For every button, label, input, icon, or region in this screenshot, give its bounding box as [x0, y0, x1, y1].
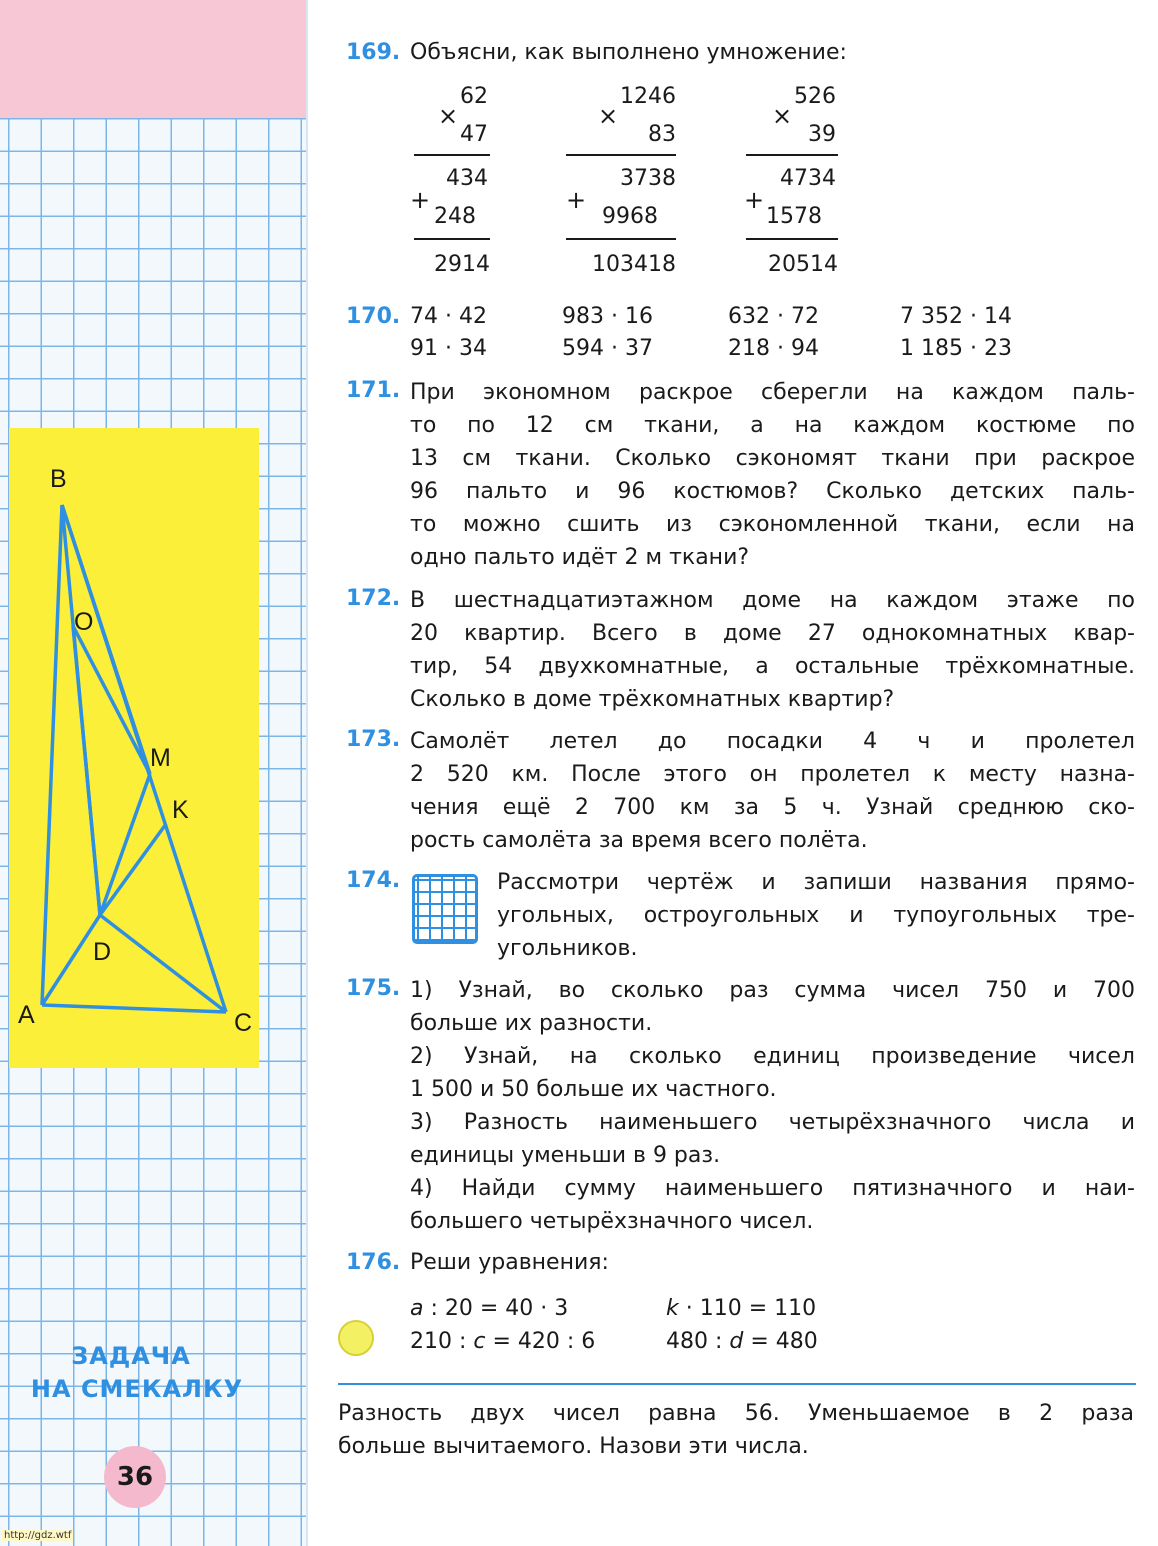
- equation-rest: · 110 = 110: [678, 1296, 817, 1321]
- label-A: A: [18, 1001, 35, 1029]
- smekalka-task-line: Разность двух чисел равна 56. Уменьшаемое в 2 раза: [338, 1401, 1134, 1426]
- underline: [746, 238, 838, 240]
- plus-sign: +: [744, 186, 765, 214]
- exercise-173-line: рость самолёта за время всего полёта.: [410, 828, 868, 853]
- exercise-175-line: 1 500 и 50 больше их частного.: [410, 1077, 777, 1102]
- label-C: C: [234, 1009, 253, 1037]
- sidebar-border: [306, 0, 308, 1546]
- exercise-176-text: Реши уравнения:: [410, 1250, 609, 1275]
- product: 2914: [434, 252, 490, 277]
- equation: [410, 1296, 568, 1321]
- segment-BA: [42, 505, 62, 1005]
- expression: 632 · 72: [728, 304, 819, 329]
- expression: 218 · 94: [728, 336, 819, 361]
- equation: [666, 1329, 818, 1354]
- exercise-169-text: Объясни, как выполнено умножение:: [410, 40, 847, 65]
- product: 103418: [592, 252, 676, 277]
- partial-product: 3738: [620, 166, 676, 191]
- equation-rest: = 480: [743, 1329, 818, 1354]
- exercise-172-line: В шестнадцатиэтажном доме на каждом этаже по: [410, 588, 1135, 613]
- exercise-173-line: чения ещё 2 700 км за 5 ч. Узнай среднюю ско-: [410, 795, 1135, 820]
- segment-AD: [42, 915, 100, 1005]
- triangle-figure: [0, 0, 306, 1100]
- exercise-175-line: единицы уменьши в 9 раз.: [410, 1143, 721, 1168]
- segment-KD: [100, 824, 166, 915]
- exercise-174-line: Рассмотри чертёж и запиши названия прямо-: [497, 870, 1135, 895]
- exercise-169-number: 169.: [346, 40, 401, 65]
- times-sign: ×: [598, 102, 619, 130]
- exercise-171-line: 13 см ткани. Сколько сэкономят ткани при раскрое: [410, 446, 1135, 471]
- factor: 83: [648, 122, 676, 147]
- equation-rest: : 20 = 40 · 3: [423, 1296, 569, 1321]
- factor: 39: [808, 122, 836, 147]
- exercise-171-number: 171.: [346, 378, 401, 403]
- source-url: http://gdz.wtf: [4, 1530, 72, 1541]
- exercise-172-line: 20 квартир. Всего в доме 27 однокомнатных квар-: [410, 621, 1135, 646]
- partial-product: 248: [434, 204, 476, 229]
- exercise-175-line: 2) Узнай, на сколько единиц произведение чисел: [410, 1044, 1135, 1069]
- label-B: B: [50, 465, 67, 493]
- exercise-175-line: большего четырёхзначного чисел.: [410, 1209, 814, 1234]
- exercise-173-number: 173.: [346, 727, 401, 752]
- smekalka-title-line2: НА СМЕКАЛКУ: [30, 1375, 244, 1403]
- exercise-171-line: 96 пальто и 96 костюмов? Сколько детских паль-: [410, 479, 1135, 504]
- partial-product: 9968: [602, 204, 658, 229]
- exercise-171-line: одно пальто идёт 2 м ткани?: [410, 545, 750, 570]
- exercise-175-line: 4) Найди сумму наименьшего пятизначного и наи-: [410, 1176, 1135, 1201]
- smekalka-title-line1: ЗАДАЧА: [71, 1342, 191, 1370]
- exercise-174-number: 174.: [346, 868, 401, 893]
- exercise-174-line: угольных, остроугольных и тупоугольных тре-: [497, 903, 1135, 928]
- exercise-171-line: При экономном раскрое сберегли на каждом паль-: [410, 380, 1135, 405]
- exercise-173-line: Самолёт летел до посадки 4 ч и пролетел: [410, 729, 1135, 754]
- exercise-175-line: 3) Разность наименьшего четырёхзначного числа и: [410, 1110, 1135, 1135]
- partial-product: 1578: [766, 204, 822, 229]
- label-K: K: [172, 796, 189, 824]
- variable: d: [729, 1329, 744, 1354]
- expression: 594 · 37: [562, 336, 653, 361]
- equation: [666, 1296, 816, 1321]
- factor: 526: [794, 84, 836, 109]
- calculator-grid-icon: [412, 874, 478, 944]
- label-M: M: [150, 744, 171, 772]
- expression: 983 · 16: [562, 304, 653, 329]
- exercise-171-line: то можно сшить из сэкономленной ткани, если на: [410, 512, 1135, 537]
- label-D: D: [93, 938, 112, 966]
- factor: 1246: [620, 84, 676, 109]
- exercise-171-line: то по 12 см ткани, а на каждом костюме по: [410, 413, 1135, 438]
- partial-product: 434: [446, 166, 488, 191]
- variable: a: [410, 1296, 424, 1321]
- times-sign: ×: [772, 102, 793, 130]
- exercise-175-number: 175.: [346, 976, 401, 1001]
- equation-rest: = 420 : 6: [485, 1329, 596, 1354]
- variable: k: [666, 1296, 679, 1321]
- smekalka-task-line: больше вычитаемого. Назови эти числа.: [338, 1434, 809, 1459]
- exercise-175-line: 1) Узнай, во сколько раз сумма чисел 750 и 700: [410, 978, 1135, 1003]
- expression: 1 185 · 23: [900, 336, 1012, 361]
- factor: 47: [460, 122, 488, 147]
- exercise-172-line: Сколько в доме трёхкомнатных квартир?: [410, 687, 895, 712]
- product: 20514: [768, 252, 838, 277]
- underline: [414, 154, 490, 156]
- underline: [566, 154, 676, 156]
- exercise-172-number: 172.: [346, 586, 401, 611]
- underline: [414, 238, 490, 240]
- expression: 91 · 34: [410, 336, 487, 361]
- hint-bulb-icon: [338, 1320, 374, 1356]
- underline: [566, 238, 676, 240]
- segment-MD: [100, 774, 150, 915]
- exercise-175-line: больше их разности.: [410, 1011, 653, 1036]
- exercise-172-line: тир, 54 двухкомнатные, а остальные трёхкомнатные.: [410, 654, 1135, 679]
- label-O: O: [74, 608, 94, 636]
- equation: [410, 1329, 595, 1354]
- expression: 7 352 · 14: [900, 304, 1012, 329]
- underline: [746, 154, 838, 156]
- segment-DC: [100, 915, 226, 1012]
- equation-pre: 480 :: [666, 1329, 730, 1354]
- variable: c: [473, 1329, 486, 1354]
- plus-sign: +: [566, 186, 587, 214]
- partial-product: 4734: [780, 166, 836, 191]
- exercise-173-line: 2 520 км. После этого он пролетел к месту назна-: [410, 762, 1135, 787]
- exercise-176-number: 176.: [346, 1250, 401, 1275]
- equation-pre: 210 :: [410, 1329, 474, 1354]
- segment-AC: [42, 1005, 226, 1012]
- page-number: 36: [104, 1446, 166, 1508]
- factor: 62: [460, 84, 488, 109]
- exercise-174-line: угольников.: [497, 936, 638, 961]
- exercise-170-number: 170.: [346, 304, 401, 329]
- section-divider: [338, 1383, 1136, 1385]
- expression: 74 · 42: [410, 304, 487, 329]
- times-sign: ×: [438, 102, 459, 130]
- plus-sign: +: [410, 186, 431, 214]
